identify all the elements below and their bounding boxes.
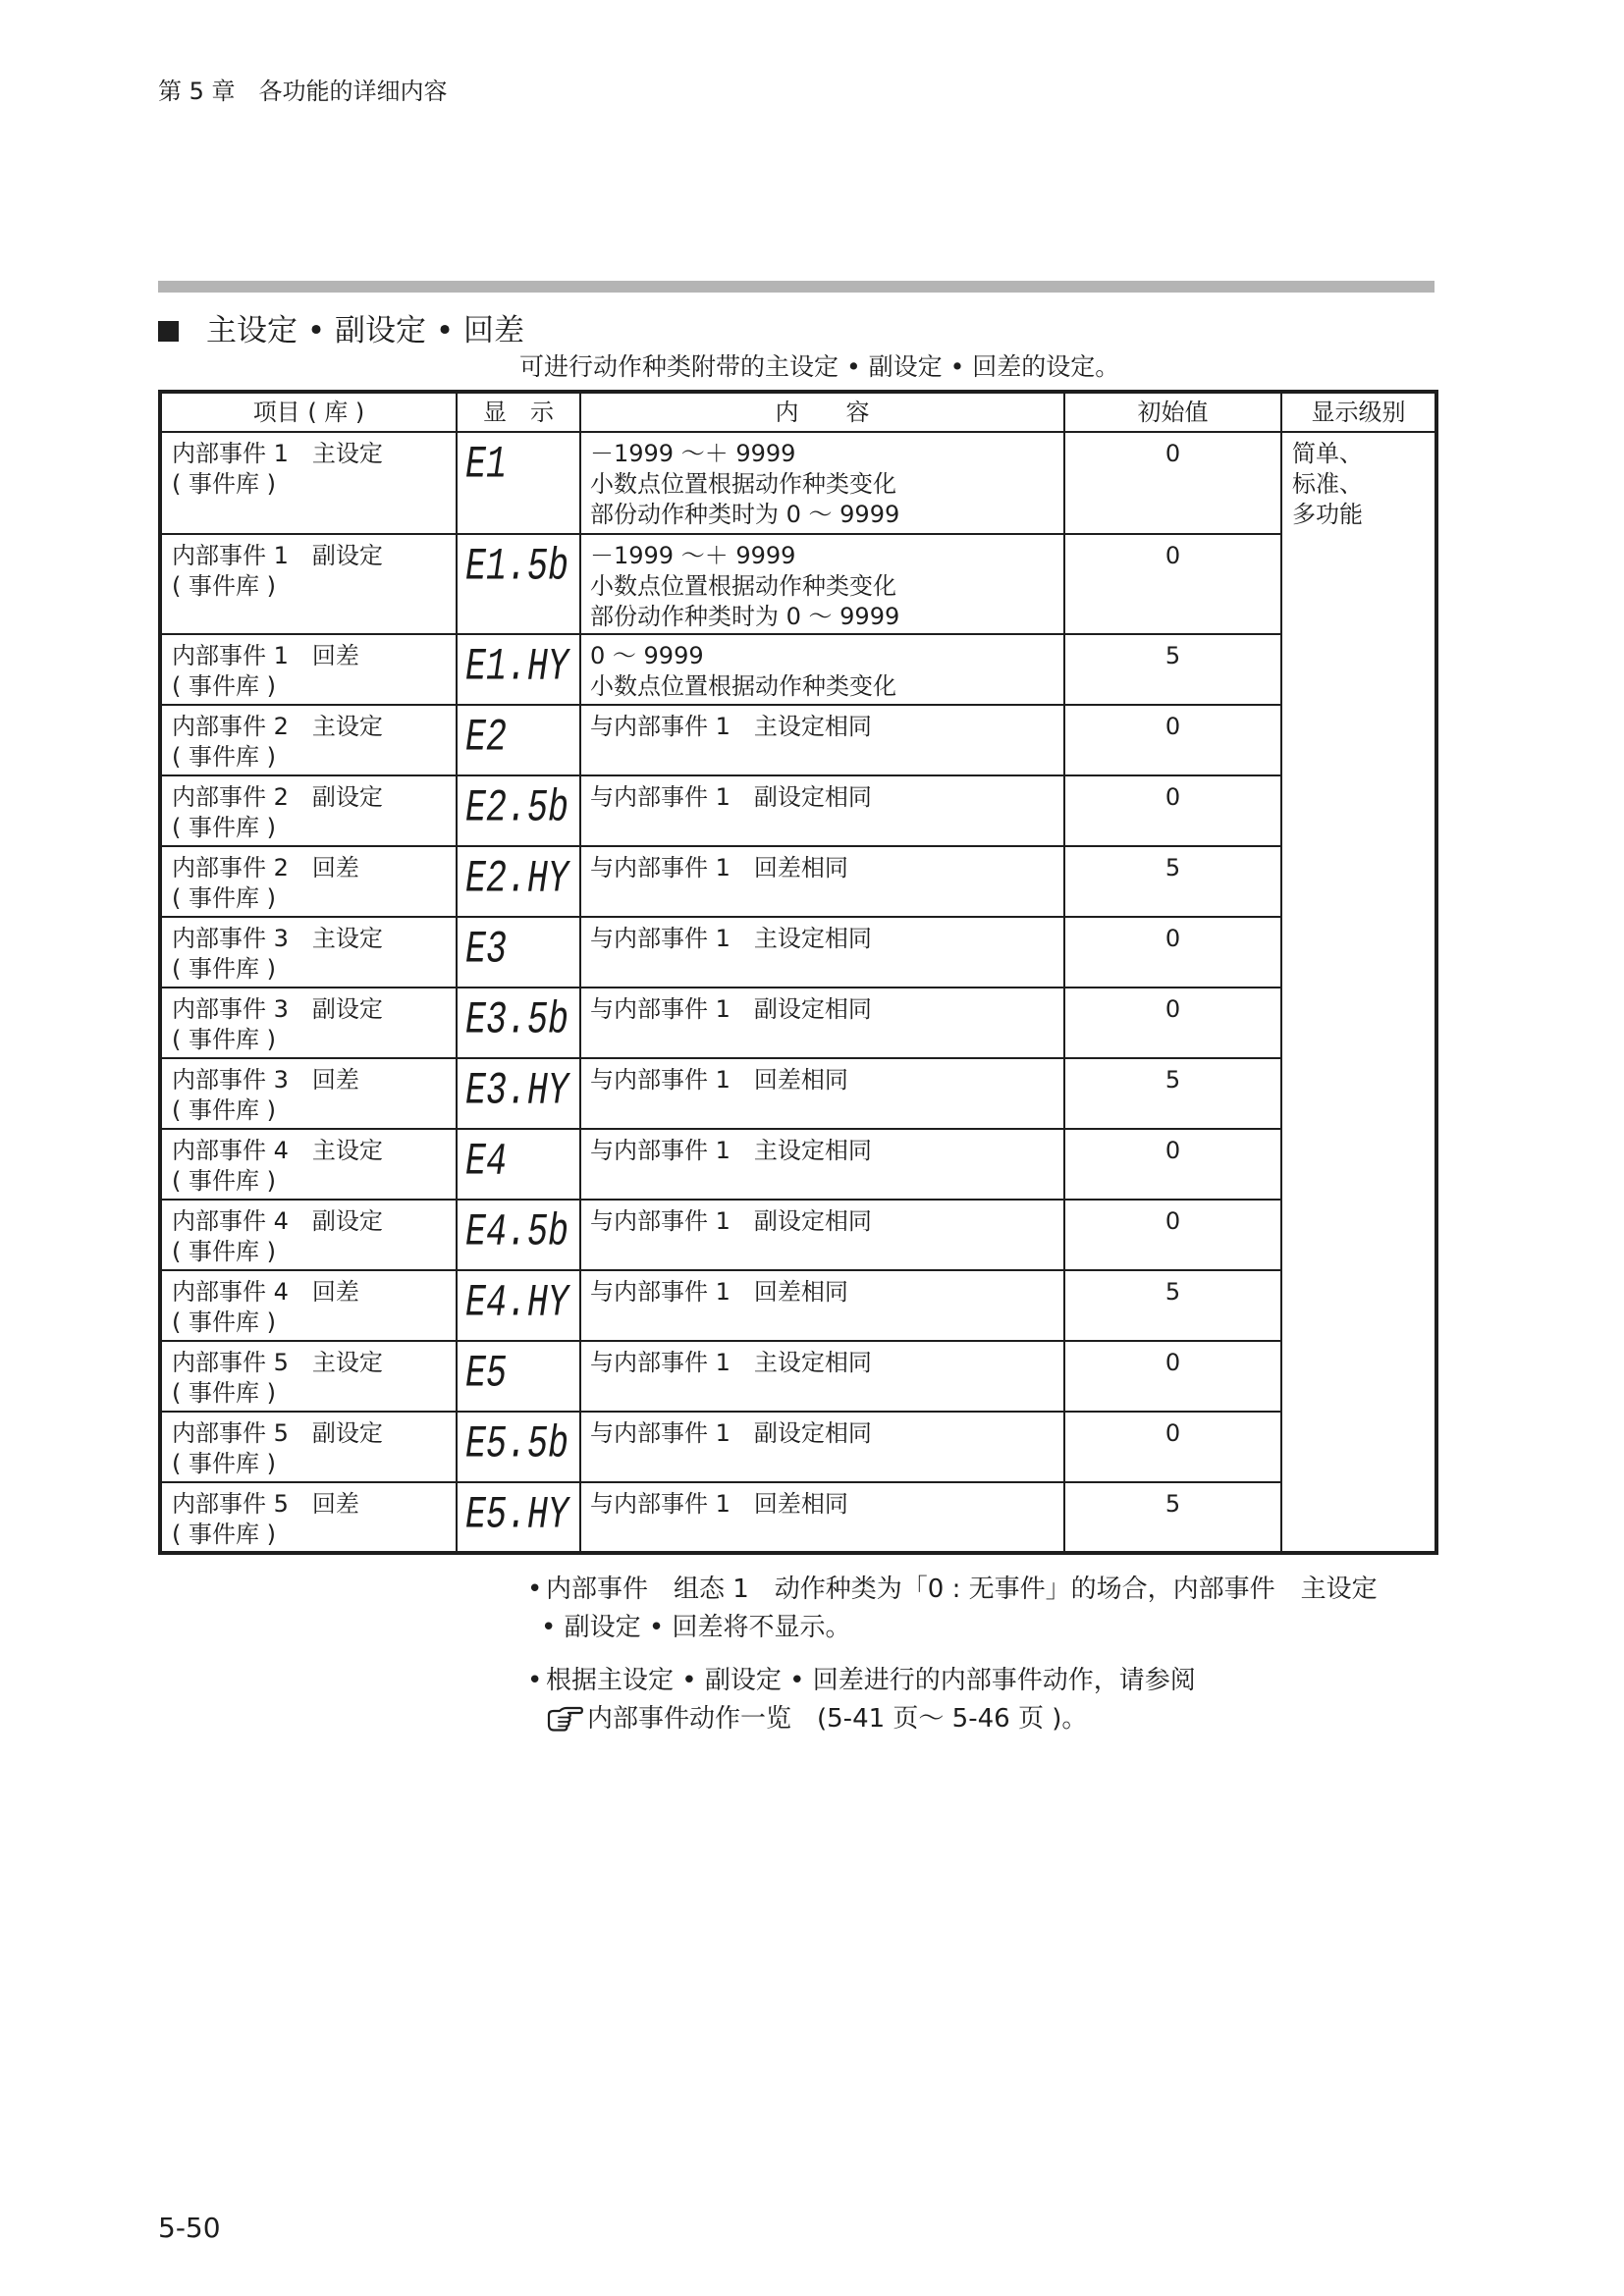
display-cell <box>457 1129 580 1200</box>
initial-value-cell <box>1064 1270 1281 1341</box>
display-level-line: 标准、 <box>1292 470 1363 498</box>
table-row <box>160 1058 1436 1129</box>
segment-display-code: E3.5b <box>465 994 569 1047</box>
item-cell <box>160 917 457 988</box>
item-name: 内部事件 2 副设定 <box>172 783 383 811</box>
content-cell <box>580 432 1064 534</box>
content-line: 部份动作种类时为 0 ～ 9999 <box>590 603 900 630</box>
item-cell <box>160 534 457 634</box>
table-row <box>160 1412 1436 1482</box>
item-bank: ( 事件库 ) <box>172 814 276 841</box>
table-row <box>160 705 1436 775</box>
content-cell <box>580 775 1064 846</box>
content-line: 与内部事件 1 主设定相同 <box>590 713 872 740</box>
display-level-line: 简单、 <box>1292 440 1363 467</box>
content-cell <box>580 1341 1064 1412</box>
header-display-level: 显示级别 <box>1281 392 1436 432</box>
item-cell <box>160 432 457 534</box>
note-1-line-1 <box>527 1574 1378 1605</box>
display-cell <box>457 705 580 775</box>
item-bank: ( 事件库 ) <box>172 1167 276 1195</box>
initial-value-cell <box>1064 988 1281 1058</box>
item-bank: ( 事件库 ) <box>172 1238 276 1265</box>
segment-display-code: E1 <box>465 439 508 492</box>
initial-value: 0 <box>1164 783 1181 811</box>
item-name: 内部事件 5 副设定 <box>172 1419 383 1447</box>
content-cell <box>580 1200 1064 1270</box>
note-bullet: • <box>527 1666 543 1695</box>
table-row <box>160 775 1436 846</box>
segment-display-code: E3.HY <box>465 1065 569 1118</box>
item-cell <box>160 1341 457 1412</box>
item-name: 内部事件 3 回差 <box>172 1066 359 1094</box>
content-cell <box>580 634 1064 705</box>
content-cell <box>580 846 1064 917</box>
initial-value: 5 <box>1164 854 1181 881</box>
initial-value-cell <box>1064 1341 1281 1412</box>
note-2-line-2 <box>545 1703 1087 1735</box>
display-level-line: 多功能 <box>1292 501 1363 528</box>
segment-display-code: E2.HY <box>465 853 569 906</box>
content-cell <box>580 705 1064 775</box>
initial-value: 0 <box>1164 1419 1181 1447</box>
header-initial-value: 初始值 <box>1064 392 1281 432</box>
item-name: 内部事件 4 主设定 <box>172 1137 383 1164</box>
segment-display-code: E4 <box>465 1136 508 1189</box>
item-cell <box>160 705 457 775</box>
parameter-table <box>158 390 1438 1555</box>
content-cell <box>580 988 1064 1058</box>
item-name: 内部事件 4 回差 <box>172 1278 359 1306</box>
initial-value-cell <box>1064 775 1281 846</box>
content-line: 与内部事件 1 副设定相同 <box>590 1207 872 1235</box>
table-row <box>160 634 1436 705</box>
initial-value: 0 <box>1164 925 1181 952</box>
display-cell <box>457 1270 580 1341</box>
section-title <box>158 310 524 351</box>
table-row <box>160 988 1436 1058</box>
item-cell <box>160 1482 457 1553</box>
segment-display-code: E5.5b <box>465 1418 569 1471</box>
initial-value-cell <box>1064 1482 1281 1553</box>
item-name: 内部事件 2 回差 <box>172 854 359 881</box>
initial-value-cell <box>1064 1058 1281 1129</box>
item-name: 内部事件 1 副设定 <box>172 542 383 569</box>
item-bank: ( 事件库 ) <box>172 743 276 771</box>
segment-display-code: E3 <box>465 924 508 977</box>
section-title-text: 主设定 • 副设定 • 回差 <box>206 313 524 348</box>
initial-value-cell <box>1064 705 1281 775</box>
initial-value: 0 <box>1164 1207 1181 1235</box>
content-line: 与内部事件 1 主设定相同 <box>590 925 872 952</box>
header-display: 显 示 <box>457 392 580 432</box>
note-text: 内部事件 组态 1 动作种类为「0 : 无事件」的场合，内部事件 主设定 <box>546 1575 1378 1604</box>
cross-reference-text: 内部事件动作一览 (5-41 页～ 5-46 页 )。 <box>587 1704 1088 1734</box>
item-bank: ( 事件库 ) <box>172 1379 276 1407</box>
segment-display-code: E5.HY <box>465 1489 569 1542</box>
page-number: 5-50 <box>158 2212 221 2244</box>
initial-value-cell <box>1064 917 1281 988</box>
content-line: 与内部事件 1 副设定相同 <box>590 783 872 811</box>
initial-value: 0 <box>1164 440 1181 467</box>
item-bank: ( 事件库 ) <box>172 1521 276 1548</box>
segment-display-code: E1.5b <box>465 541 569 594</box>
top-rule-divider <box>158 281 1435 293</box>
item-name: 内部事件 5 回差 <box>172 1490 359 1518</box>
initial-value: 0 <box>1164 995 1181 1023</box>
note-bullet: • <box>527 1575 543 1604</box>
item-bank: ( 事件库 ) <box>172 1026 276 1053</box>
content-line: 小数点位置根据动作种类变化 <box>590 672 896 700</box>
display-level-cell <box>1281 432 1436 1553</box>
table-header-row <box>160 392 1436 432</box>
content-line: 与内部事件 1 回差相同 <box>590 1490 848 1518</box>
item-cell <box>160 1270 457 1341</box>
initial-value-cell <box>1064 634 1281 705</box>
section-intro: 可进行动作种类附带的主设定 • 副设定 • 回差的设定。 <box>519 352 1120 381</box>
table-row <box>160 1270 1436 1341</box>
display-cell <box>457 1482 580 1553</box>
table-row <box>160 534 1436 634</box>
table-row <box>160 1482 1436 1553</box>
item-cell <box>160 1412 457 1482</box>
display-cell <box>457 846 580 917</box>
content-line: －1999 ～＋ 9999 <box>590 440 796 467</box>
table-row <box>160 1129 1436 1200</box>
header-item: 项目 ( 库 ) <box>160 392 457 432</box>
table-row <box>160 432 1436 534</box>
note-text: • 副设定 • 回差将不显示。 <box>541 1613 851 1642</box>
table-row <box>160 917 1436 988</box>
content-line: 与内部事件 1 回差相同 <box>590 1066 848 1094</box>
item-bank: ( 事件库 ) <box>172 1096 276 1124</box>
content-cell <box>580 1482 1064 1553</box>
content-line: －1999 ～＋ 9999 <box>590 542 796 569</box>
initial-value: 5 <box>1164 1490 1181 1518</box>
content-cell <box>580 1412 1064 1482</box>
item-cell <box>160 775 457 846</box>
item-name: 内部事件 3 副设定 <box>172 995 383 1023</box>
content-cell <box>580 534 1064 634</box>
item-name: 内部事件 3 主设定 <box>172 925 383 952</box>
item-bank: ( 事件库 ) <box>172 955 276 983</box>
content-line: 与内部事件 1 回差相同 <box>590 854 848 881</box>
note-1-line-2 <box>541 1612 850 1643</box>
initial-value: 0 <box>1164 713 1181 740</box>
initial-value-cell <box>1064 432 1281 534</box>
item-bank: ( 事件库 ) <box>172 672 276 700</box>
item-bank: ( 事件库 ) <box>172 470 276 498</box>
item-name: 内部事件 2 主设定 <box>172 713 383 740</box>
note-text: 根据主设定 • 副设定 • 回差进行的内部事件动作，请参阅 <box>546 1666 1196 1695</box>
content-line: 小数点位置根据动作种类变化 <box>590 572 896 600</box>
segment-display-code: E5 <box>465 1348 508 1401</box>
initial-value-cell <box>1064 846 1281 917</box>
initial-value: 5 <box>1164 1278 1181 1306</box>
display-cell <box>457 917 580 988</box>
item-cell <box>160 988 457 1058</box>
display-cell <box>457 1200 580 1270</box>
item-cell <box>160 1058 457 1129</box>
initial-value-cell <box>1064 1129 1281 1200</box>
content-line: 0 ～ 9999 <box>590 642 704 669</box>
content-cell <box>580 1129 1064 1200</box>
content-cell <box>580 1270 1064 1341</box>
table-row <box>160 846 1436 917</box>
item-name: 内部事件 1 主设定 <box>172 440 383 467</box>
display-cell <box>457 534 580 634</box>
chapter-header: 第 5 章 各功能的详细内容 <box>158 78 448 105</box>
content-line: 小数点位置根据动作种类变化 <box>590 470 896 498</box>
item-bank: ( 事件库 ) <box>172 572 276 600</box>
initial-value: 0 <box>1164 1349 1181 1376</box>
content-cell <box>580 1058 1064 1129</box>
table-row <box>160 1341 1436 1412</box>
item-cell <box>160 634 457 705</box>
item-bank: ( 事件库 ) <box>172 1308 276 1336</box>
initial-value: 5 <box>1164 642 1181 669</box>
content-line: 与内部事件 1 副设定相同 <box>590 1419 872 1447</box>
pointing-hand-icon <box>545 1705 584 1733</box>
item-name: 内部事件 1 回差 <box>172 642 359 669</box>
header-content: 内 容 <box>580 392 1064 432</box>
display-cell <box>457 1412 580 1482</box>
initial-value: 0 <box>1164 542 1181 569</box>
item-cell <box>160 1200 457 1270</box>
segment-display-code: E2.5b <box>465 782 569 835</box>
display-cell <box>457 1341 580 1412</box>
item-bank: ( 事件库 ) <box>172 1450 276 1477</box>
display-cell <box>457 634 580 705</box>
initial-value: 5 <box>1164 1066 1181 1094</box>
item-bank: ( 事件库 ) <box>172 884 276 912</box>
content-cell <box>580 917 1064 988</box>
content-line: 与内部事件 1 主设定相同 <box>590 1137 872 1164</box>
item-cell <box>160 846 457 917</box>
item-cell <box>160 1129 457 1200</box>
segment-display-code: E4.5b <box>465 1206 569 1259</box>
display-cell <box>457 988 580 1058</box>
content-line: 与内部事件 1 主设定相同 <box>590 1349 872 1376</box>
content-line: 与内部事件 1 副设定相同 <box>590 995 872 1023</box>
display-cell <box>457 1058 580 1129</box>
initial-value-cell <box>1064 1412 1281 1482</box>
item-name: 内部事件 5 主设定 <box>172 1349 383 1376</box>
initial-value-cell <box>1064 1200 1281 1270</box>
square-bullet-icon <box>158 321 179 342</box>
note-2-line-1 <box>527 1665 1196 1696</box>
display-cell <box>457 775 580 846</box>
content-line: 与内部事件 1 回差相同 <box>590 1278 848 1306</box>
initial-value: 0 <box>1164 1137 1181 1164</box>
display-cell <box>457 432 580 534</box>
segment-display-code: E4.HY <box>465 1277 569 1330</box>
segment-display-code: E2 <box>465 712 508 765</box>
content-line: 部份动作种类时为 0 ～ 9999 <box>590 501 900 528</box>
table-row <box>160 1200 1436 1270</box>
item-name: 内部事件 4 副设定 <box>172 1207 383 1235</box>
segment-display-code: E1.HY <box>465 641 569 694</box>
initial-value-cell <box>1064 534 1281 634</box>
